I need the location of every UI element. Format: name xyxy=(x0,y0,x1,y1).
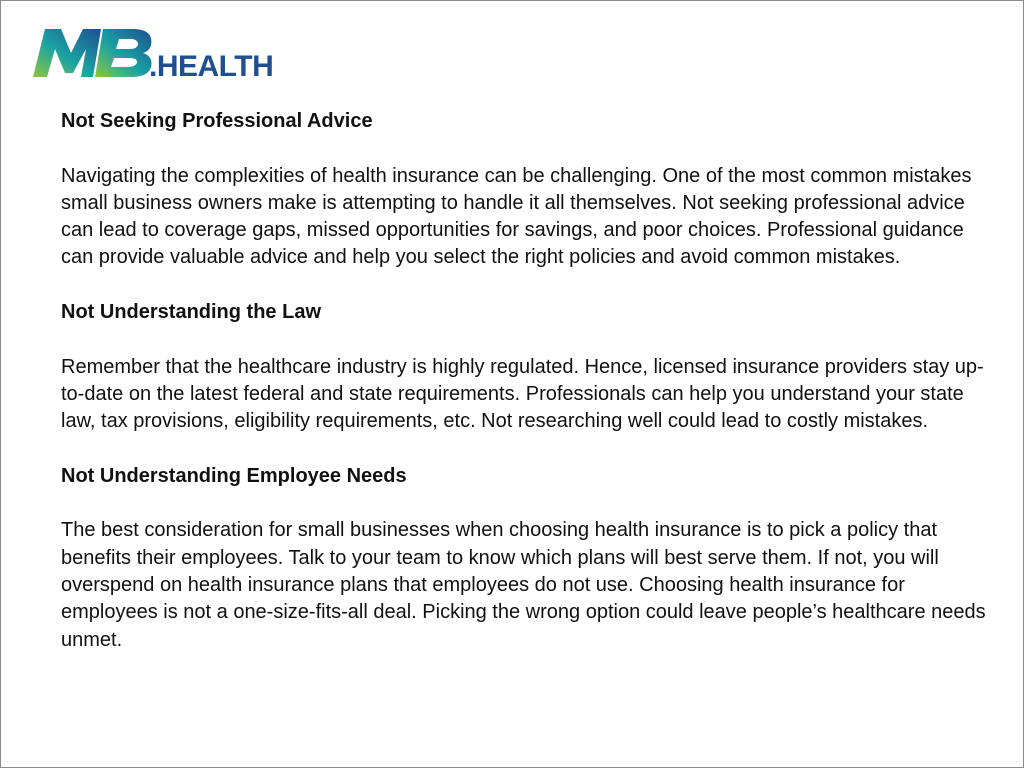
section-body-employee-needs: The best consideration for small businesses when choosing health insurance is to pick a policy that benefits their employees. Talk to your team to know which plans will best serve them. If not, you will overspend on health insurance plans that employees do not use. Choosing health insurance for employees is not a one-size-fits-all deal. Picking the wrong option could leave people’s healthcare needs unmet. xyxy=(61,519,986,651)
article-content xyxy=(61,108,1001,681)
logo-b-shape xyxy=(95,29,152,77)
section-body-professional-advice: Navigating the complexities of health insurance can be challenging. One of the most common mistakes small business owners make is attempting to handle it all themselves. Not seeking professional advice can lead to coverage gaps, missed opportunities for savings, and poor choices. Professional guidance can provide valuable advice and help you select the right policies and avoid common mistakes. xyxy=(61,164,972,269)
logo-m-shape xyxy=(33,29,101,77)
section-body-law: Remember that the healthcare industry is highly regulated. Hence, licensed insurance providers stay up-to-date on the latest federal and state requirements. Professionals can help you understand your state law, tax provisions, eligibility requirements, etc. Not researching well could lead to costly mistakes. xyxy=(61,355,984,433)
section-heading-law: Not Understanding the Law xyxy=(61,301,321,324)
mb-health-logo xyxy=(31,23,301,83)
section-heading-professional-advice: Not Seeking Professional Advice xyxy=(61,110,373,132)
logo-wordmark: .HEALTH xyxy=(149,50,274,83)
section-heading-employee-needs: Not Understanding Employee Needs xyxy=(61,464,407,487)
mb-health-logo-graphic xyxy=(31,23,301,83)
